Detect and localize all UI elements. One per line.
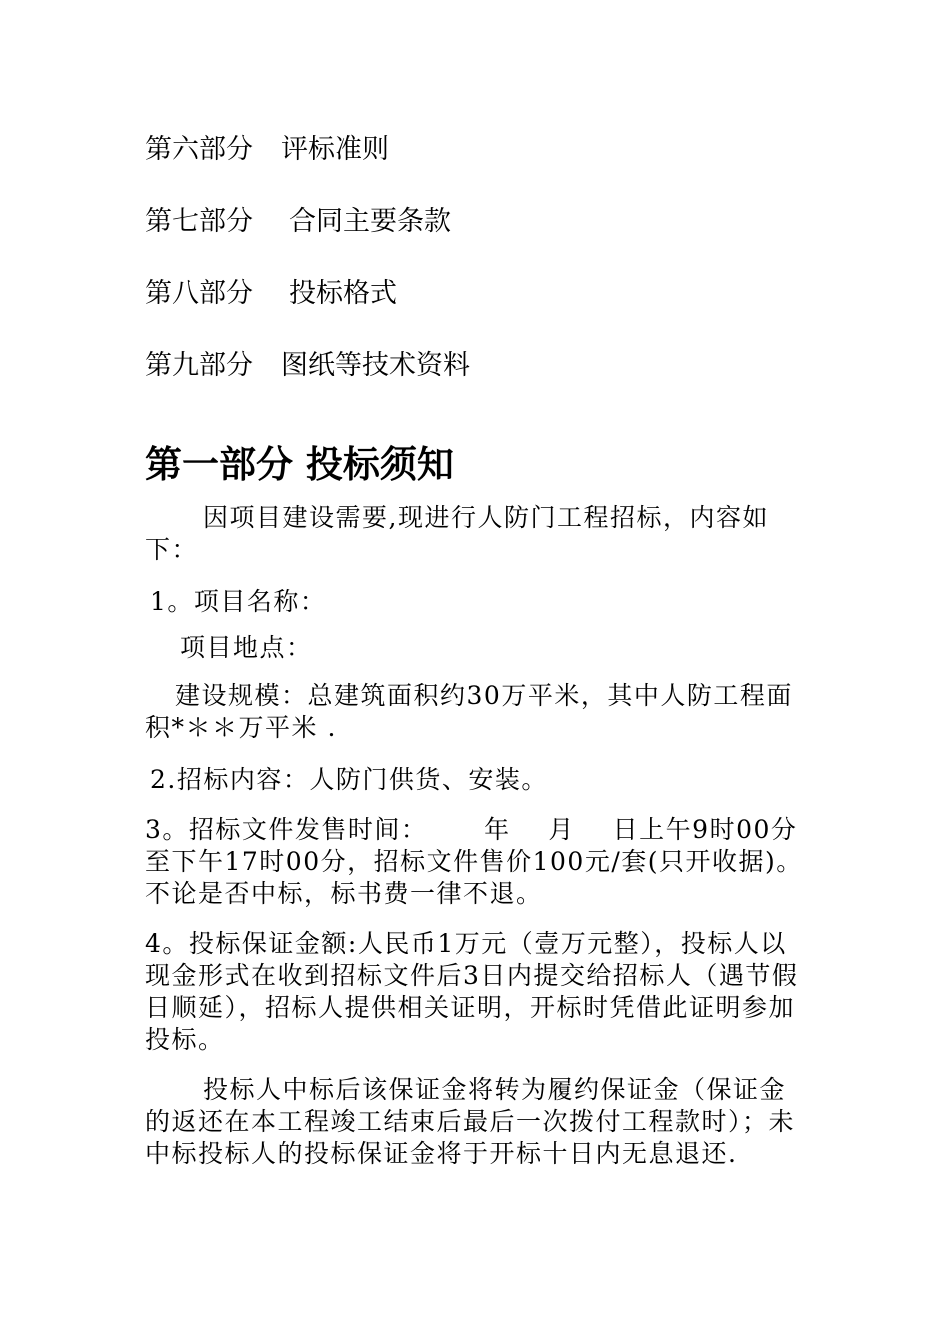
item-4-bid-bond: 4。投标保证金额:人民币1万元（壹万元整），投标人以现金形式在收到招标文件后3日内提交给招标人（遇节假日顺延），招标人提供相关证明，开标时凭借此证明参加投标。: [145, 929, 799, 1054]
intro-paragraph: 因项目建设需要,现进行人防门工程招标，内容如下：: [145, 503, 769, 564]
item-1-project-name: 1。项目名称：: [150, 587, 327, 616]
toc-title: 合同主要条款: [289, 206, 451, 237]
toc-item-part-7: [145, 206, 451, 238]
toc-label: 第七部分: [145, 206, 253, 237]
toc-title: 投标格式: [289, 278, 397, 309]
item-4-bond-refund: 投标人中标后该保证金将转为履约保证金（保证金的返还在本工程竣工结束后最后一次拨付工程款时）；未中标投标人的投标保证金将于开标十日内无息退还.: [145, 1075, 796, 1168]
item-3-document-sale: 3。招标文件发售时间： 年 月 日上午9时00分至下午17时00分，招标文件售价100元/套(只开收据)。不论是否中标，标书费一律不退。: [145, 815, 803, 908]
toc-item-part-8: [145, 278, 397, 310]
toc-title: 评标准则: [281, 134, 389, 165]
item-1-construction-scale: 建设规模：总建筑面积约30万平米，其中人防工程面积*＊＊万平米 .: [145, 681, 793, 742]
toc-title: 图纸等技术资料: [281, 350, 470, 381]
toc-label: 第六部分: [145, 134, 253, 165]
toc-item-part-9: [145, 350, 470, 382]
toc-label: 第八部分: [145, 278, 253, 309]
section-title: 第一部分 投标须知: [145, 442, 454, 486]
toc-label: 第九部分: [145, 350, 253, 381]
item-1-project-location: 项目地点：: [180, 633, 313, 662]
item-2-tender-content: 2.招标内容：人防门供货、安装。: [150, 765, 548, 794]
toc-item-part-6: [145, 134, 389, 166]
